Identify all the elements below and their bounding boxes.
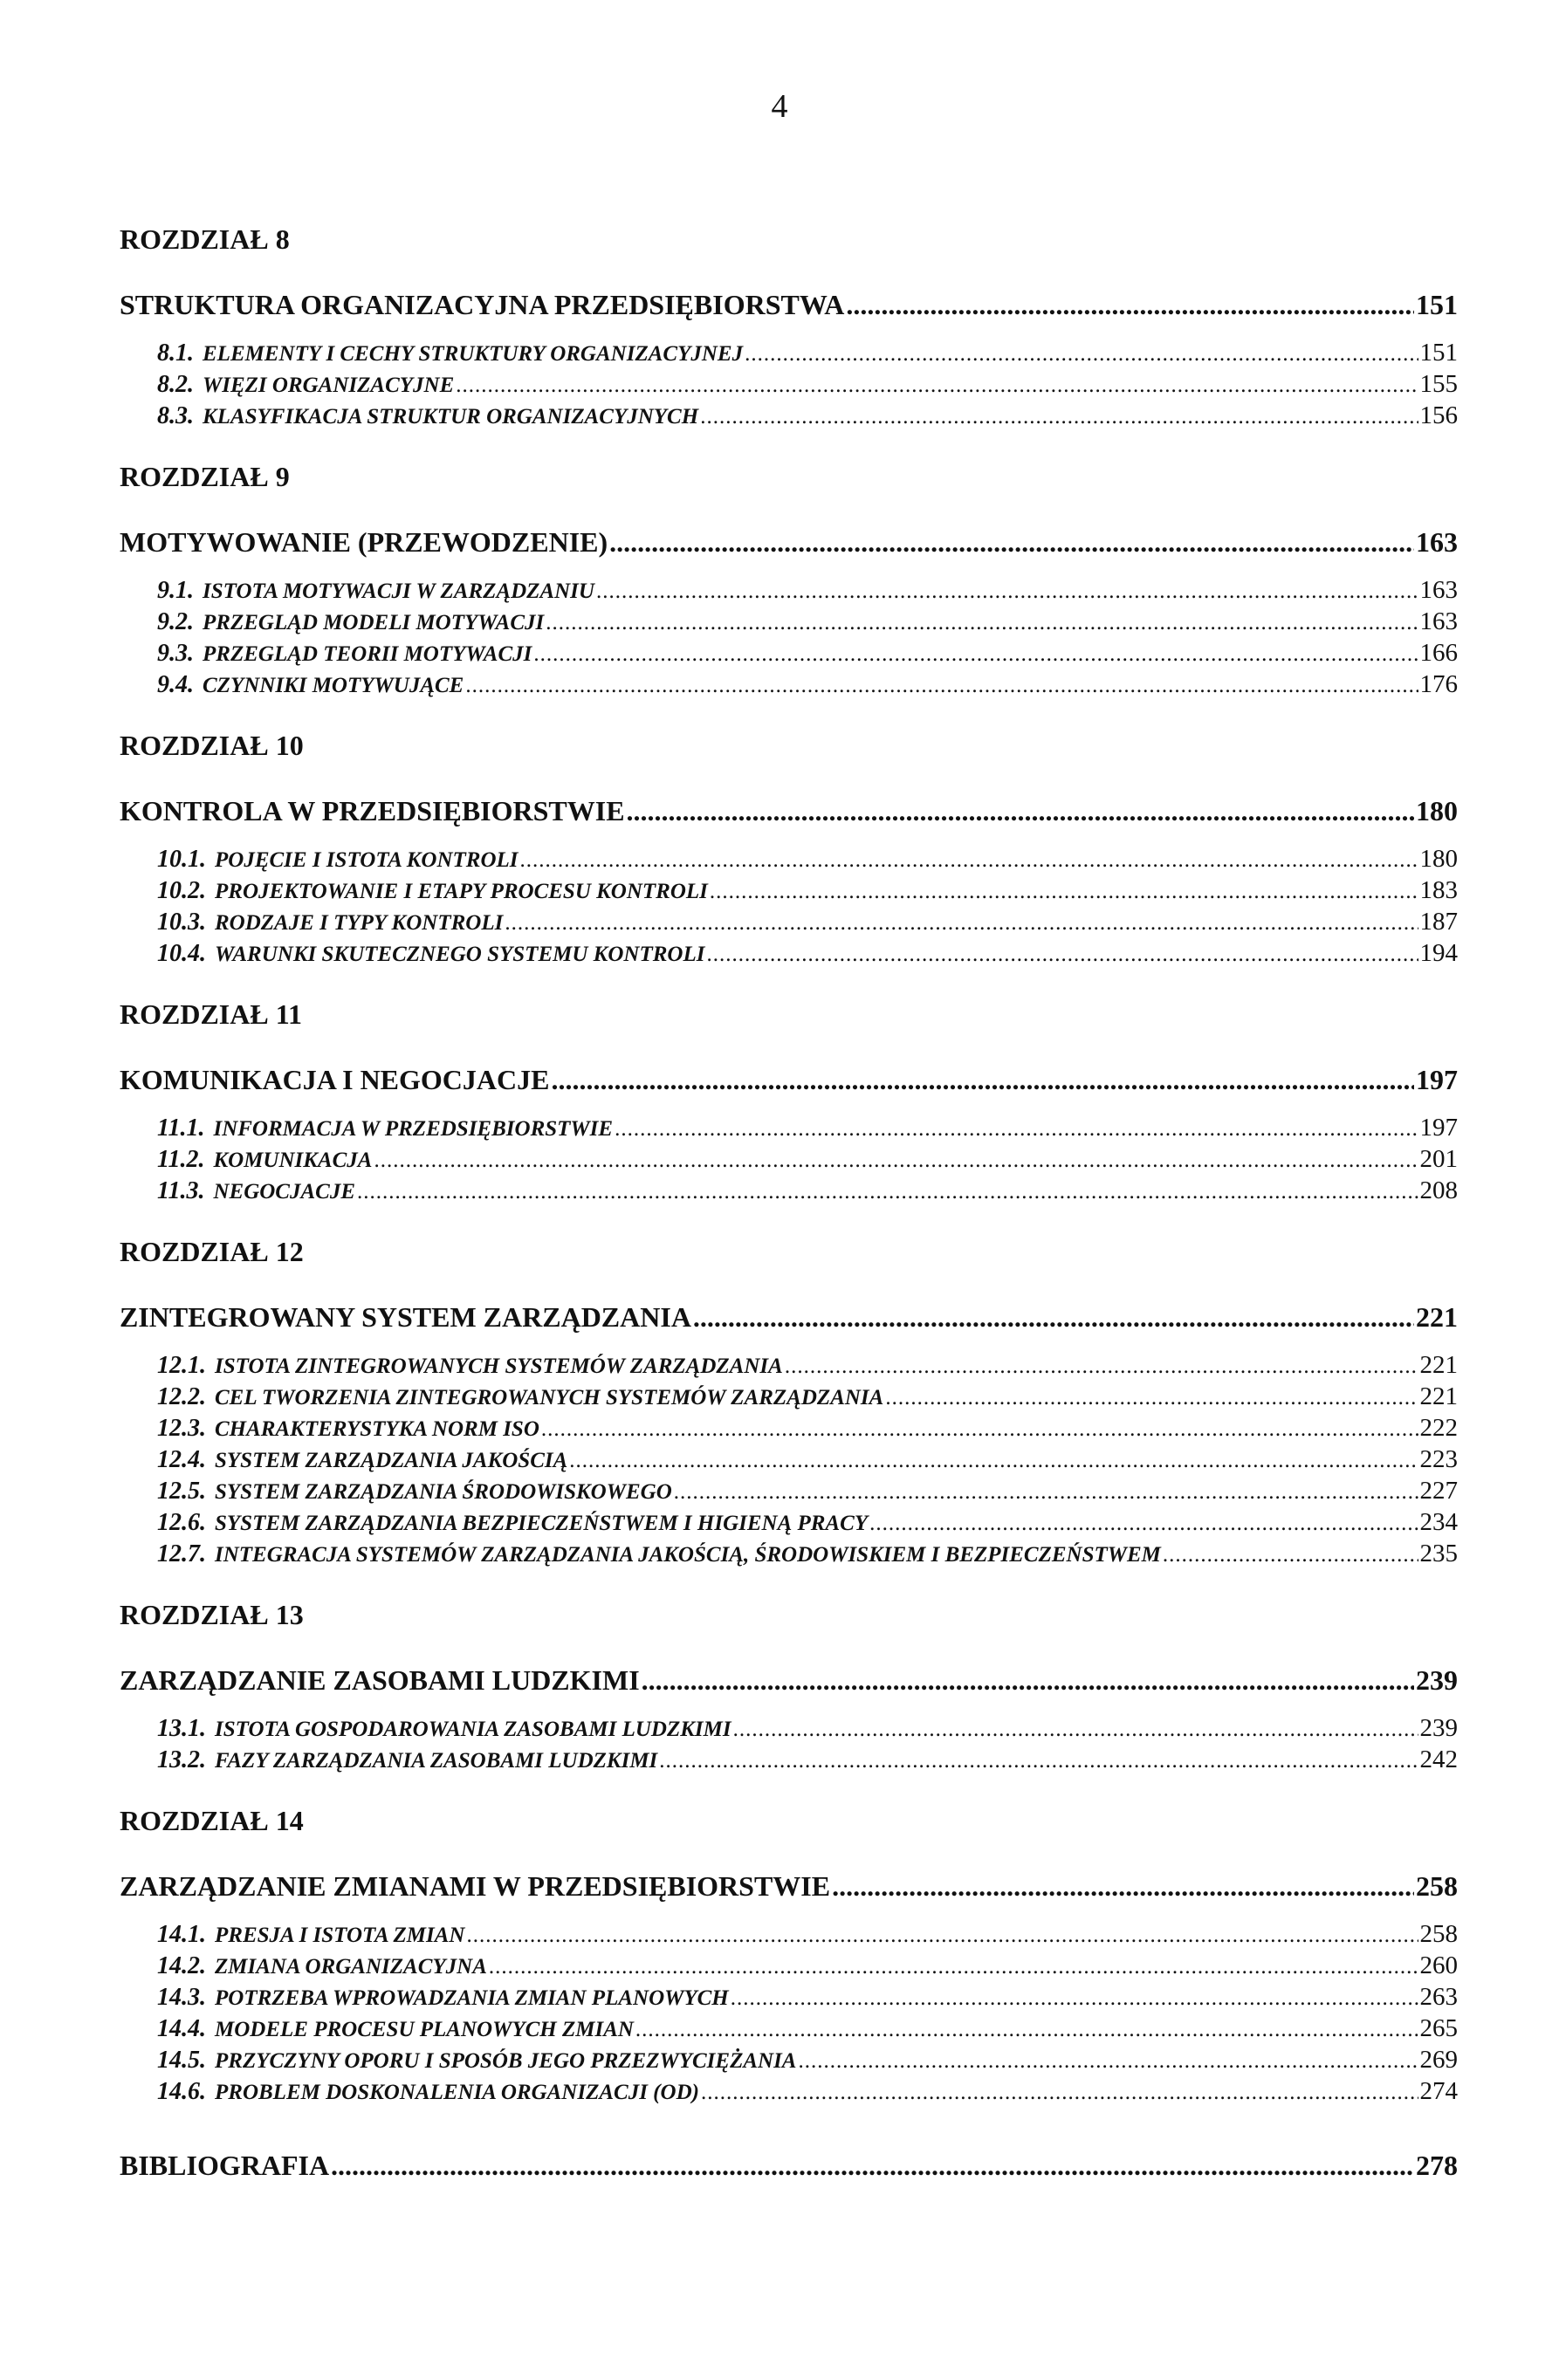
section-page: 221 xyxy=(1419,1382,1458,1410)
section-title: INFORMACJA W PRZEDSIĘBIORSTWIE xyxy=(213,1117,614,1141)
section-page: 274 xyxy=(1419,2077,1458,2105)
chapter-block xyxy=(120,456,1458,700)
dot-leader xyxy=(546,607,1418,639)
dot-leader xyxy=(541,1414,1418,1445)
section-number: 14.2. xyxy=(157,1952,206,1979)
dot-leader xyxy=(533,639,1418,670)
section-number: 12.4. xyxy=(157,1446,206,1473)
section-number: 14.3. xyxy=(157,1984,206,2011)
section-page: 201 xyxy=(1419,1145,1458,1173)
section-title: RODZAJE I TYPY KONTROLI xyxy=(215,911,504,935)
section-page: 187 xyxy=(1419,908,1458,936)
dot-leader xyxy=(659,1746,1418,1777)
dot-leader xyxy=(674,1477,1418,1508)
section-entry xyxy=(120,1538,1458,1569)
section-entry xyxy=(120,1712,1458,1744)
section-page: 151 xyxy=(1419,339,1458,367)
section-number: 8.1. xyxy=(157,340,194,367)
chapter-title: KOMUNIKACJA I NEGOCJACJE xyxy=(120,1064,550,1095)
section-title: NEGOCJACJE xyxy=(213,1180,356,1204)
dot-leader xyxy=(505,908,1418,939)
section-title: PRESJA I ISTOTA ZMIAN xyxy=(215,1924,465,1947)
page-number: 4 xyxy=(771,88,788,125)
dot-leader xyxy=(832,1864,1414,1908)
section-entry xyxy=(120,1412,1458,1444)
dot-leader xyxy=(1163,1540,1418,1571)
section-entry xyxy=(120,843,1458,874)
section-title: SYSTEM ZARZĄDZANIA JAKOŚCIĄ xyxy=(215,1449,568,1472)
section-number: 9.4. xyxy=(157,671,194,698)
dot-leader xyxy=(357,1176,1418,1208)
section-title: SYSTEM ZARZĄDZANIA ŚRODOWISKOWEGO xyxy=(215,1480,672,1504)
dot-leader xyxy=(798,2046,1418,2077)
chapter-label: ROZDZIAŁ 9 xyxy=(120,461,290,492)
section-number: 10.2. xyxy=(157,877,206,904)
section-number: 12.2. xyxy=(157,1383,206,1410)
section-entry xyxy=(120,1506,1458,1538)
dot-leader xyxy=(374,1145,1418,1176)
section-number: 14.4. xyxy=(157,2015,206,2042)
table-of-contents xyxy=(120,218,1458,2107)
section-number: 10.3. xyxy=(157,909,206,936)
dot-leader xyxy=(456,370,1418,401)
section-number: 11.3. xyxy=(157,1177,205,1204)
dot-leader xyxy=(693,1295,1414,1339)
dot-leader xyxy=(745,339,1418,370)
section-title: PRZEGLĄD MODELI MOTYWACJI xyxy=(203,611,545,634)
dot-leader xyxy=(596,576,1418,607)
dot-leader xyxy=(635,2014,1418,2046)
section-entry xyxy=(120,906,1458,937)
section-title: MODELE PROCESU PLANOWYCH ZMIAN xyxy=(215,2018,634,2041)
section-title: CZYNNIKI MOTYWUJĄCE xyxy=(203,674,464,697)
section-entry xyxy=(120,1349,1458,1381)
section-number: 14.1. xyxy=(157,1921,206,1948)
bibliography-title: BIBLIOGRAFIA xyxy=(120,2150,330,2181)
section-number: 10.1. xyxy=(157,846,206,873)
chapter-label: ROZDZIAŁ 10 xyxy=(120,730,304,761)
chapter-entry xyxy=(120,1295,1458,1339)
section-page: 183 xyxy=(1419,876,1458,904)
section-number: 9.3. xyxy=(157,640,194,667)
section-page: 260 xyxy=(1419,1951,1458,1979)
section-page: 269 xyxy=(1419,2046,1458,2074)
section-entry xyxy=(120,1175,1458,1206)
bibliography-entry xyxy=(120,2143,1458,2187)
section-page: 155 xyxy=(1419,370,1458,398)
chapter-page: 180 xyxy=(1416,795,1458,826)
section-page: 194 xyxy=(1419,939,1458,967)
section-entry xyxy=(120,2013,1458,2044)
dot-leader xyxy=(489,1951,1418,1983)
chapter-title: ZARZĄDZANIE ZMIANAMI W PRZEDSIĘBIORSTWIE xyxy=(120,1870,831,1902)
section-entry xyxy=(120,1381,1458,1412)
chapter-title: KONTROLA W PRZEDSIĘBIORSTWIE xyxy=(120,795,625,826)
section-page: 163 xyxy=(1419,607,1458,635)
section-title: ZMIANA ORGANIZACYJNA xyxy=(215,1955,487,1979)
section-entry xyxy=(120,937,1458,969)
section-entry xyxy=(120,874,1458,906)
dot-leader xyxy=(609,520,1414,564)
chapter-entry xyxy=(120,789,1458,833)
section-entry xyxy=(120,669,1458,700)
chapter-title: ZINTEGROWANY SYSTEM ZARZĄDZANIA xyxy=(120,1301,691,1333)
section-page: 242 xyxy=(1419,1746,1458,1773)
section-page: 221 xyxy=(1419,1351,1458,1379)
section-entry xyxy=(120,1112,1458,1143)
section-page: 258 xyxy=(1419,1920,1458,1948)
section-page: 265 xyxy=(1419,2014,1458,2042)
section-title: PROJEKTOWANIE I ETAPY PROCESU KONTROLI xyxy=(215,880,708,903)
chapter-page: 221 xyxy=(1416,1301,1458,1333)
section-number: 12.7. xyxy=(157,1540,206,1567)
section-entry xyxy=(120,1981,1458,2013)
section-number: 14.6. xyxy=(157,2078,206,2105)
section-number: 12.1. xyxy=(157,1352,206,1379)
section-title: ISTOTA MOTYWACJI W ZARZĄDZANIU xyxy=(203,580,594,603)
section-number: 8.3. xyxy=(157,402,194,429)
section-number: 11.1. xyxy=(157,1115,205,1142)
section-number: 13.2. xyxy=(157,1746,206,1773)
section-title: ISTOTA ZINTEGROWANYCH SYSTEMÓW ZARZĄDZANIA xyxy=(215,1355,783,1378)
section-title: SYSTEM ZARZĄDZANIA BEZPIECZEŃSTWEM I HIGIENĄ PRACY xyxy=(215,1512,869,1535)
dot-leader xyxy=(701,2077,1418,2109)
chapter-entry xyxy=(120,283,1458,326)
section-number: 8.2. xyxy=(157,371,194,398)
dot-leader xyxy=(700,401,1418,433)
bibliography-page: 278 xyxy=(1416,2150,1458,2181)
chapter-entry xyxy=(120,1058,1458,1101)
section-page: 163 xyxy=(1419,576,1458,604)
section-page: 156 xyxy=(1419,401,1458,429)
dot-leader xyxy=(642,1658,1414,1702)
chapter-entry xyxy=(120,1658,1458,1702)
section-number: 9.2. xyxy=(157,608,194,635)
section-entry xyxy=(120,2075,1458,2107)
chapter-block xyxy=(120,218,1458,431)
section-entry xyxy=(120,368,1458,400)
chapter-page: 151 xyxy=(1416,289,1458,320)
section-title: INTEGRACJA SYSTEMÓW ZARZĄDZANIA JAKOŚCIĄ, ŚRODOWISKIEM I BEZPIECZEŃSTWEM xyxy=(215,1543,1161,1567)
section-page: 234 xyxy=(1419,1508,1458,1536)
chapter-entry xyxy=(120,520,1458,564)
dot-leader xyxy=(551,1058,1414,1101)
chapter-label: ROZDZIAŁ 12 xyxy=(120,1236,304,1267)
dot-leader xyxy=(615,1114,1418,1145)
section-title: PRZEGLĄD TEORII MOTYWACJI xyxy=(203,642,532,666)
chapter-title: STRUKTURA ORGANIZACYJNA PRZEDSIĘBIORSTWA xyxy=(120,289,845,320)
dot-leader xyxy=(569,1445,1418,1477)
dot-leader xyxy=(885,1382,1418,1414)
section-number: 14.5. xyxy=(157,2047,206,2074)
section-title: KLASYFIKACJA STRUKTUR ORGANIZACYJNYCH xyxy=(203,405,699,429)
section-page: 235 xyxy=(1419,1540,1458,1567)
section-page: 263 xyxy=(1419,1983,1458,2011)
dot-leader xyxy=(520,845,1418,876)
section-page: 197 xyxy=(1419,1114,1458,1142)
dot-leader xyxy=(846,283,1414,326)
chapter-page: 163 xyxy=(1416,526,1458,558)
section-entry xyxy=(120,1744,1458,1775)
dot-leader xyxy=(627,789,1414,833)
chapter-block xyxy=(120,1800,1458,2107)
section-page: 227 xyxy=(1419,1477,1458,1505)
chapter-label: ROZDZIAŁ 14 xyxy=(120,1805,304,1836)
chapter-label: ROZDZIAŁ 8 xyxy=(120,223,290,255)
section-number: 12.6. xyxy=(157,1509,206,1536)
section-entry xyxy=(120,606,1458,637)
chapter-label: ROZDZIAŁ 11 xyxy=(120,998,302,1030)
dot-leader xyxy=(466,1920,1418,1951)
section-number: 13.1. xyxy=(157,1715,206,1742)
section-number: 12.5. xyxy=(157,1478,206,1505)
section-title: PROBLEM DOSKONALENIA ORGANIZACJI (OD) xyxy=(215,2081,699,2104)
chapter-block xyxy=(120,1594,1458,1775)
chapter-page: 239 xyxy=(1416,1664,1458,1696)
dot-leader xyxy=(331,2143,1414,2187)
section-title: POJĘCIE I ISTOTA KONTROLI xyxy=(215,848,519,872)
section-entry xyxy=(120,574,1458,606)
section-page: 223 xyxy=(1419,1445,1458,1473)
section-page: 239 xyxy=(1419,1714,1458,1742)
section-title: WARUNKI SKUTECZNEGO SYSTEMU KONTROLI xyxy=(215,943,705,966)
section-title: CEL TWORZENIA ZINTEGROWANYCH SYSTEMÓW ZARZĄDZANIA xyxy=(215,1386,884,1409)
chapter-title: ZARZĄDZANIE ZASOBAMI LUDZKIMI xyxy=(120,1664,640,1696)
section-number: 10.4. xyxy=(157,940,206,967)
section-entry xyxy=(120,1918,1458,1950)
section-number: 11.2. xyxy=(157,1146,205,1173)
chapter-block xyxy=(120,1231,1458,1569)
section-title: ELEMENTY I CECHY STRUKTURY ORGANIZACYJNEJ xyxy=(203,342,744,366)
dot-leader xyxy=(731,1983,1418,2014)
section-page: 180 xyxy=(1419,845,1458,873)
section-title: PRZYCZYNY OPORU I SPOSÓB JEGO PRZEZWYCIĘŻANIA xyxy=(215,2049,797,2073)
section-title: ISTOTA GOSPODAROWANIA ZASOBAMI LUDZKIMI xyxy=(215,1718,731,1741)
dot-leader xyxy=(785,1351,1418,1382)
chapter-block xyxy=(120,724,1458,969)
section-number: 12.3. xyxy=(157,1415,206,1442)
dot-leader xyxy=(733,1714,1418,1746)
section-number: 9.1. xyxy=(157,577,194,604)
section-page: 222 xyxy=(1419,1414,1458,1442)
dot-leader xyxy=(869,1508,1418,1540)
section-title: WIĘZI ORGANIZACYJNE xyxy=(203,374,455,397)
section-page: 166 xyxy=(1419,639,1458,667)
chapter-title: MOTYWOWANIE (PRZEWODZENIE) xyxy=(120,526,608,558)
chapter-block xyxy=(120,993,1458,1206)
section-entry xyxy=(120,1444,1458,1475)
chapter-label: ROZDZIAŁ 13 xyxy=(120,1599,304,1630)
section-title: CHARAKTERYSTYKA NORM ISO xyxy=(215,1417,539,1441)
section-entry xyxy=(120,1143,1458,1175)
chapter-entry xyxy=(120,1864,1458,1908)
dot-leader xyxy=(465,670,1418,702)
section-title: POTRZEBA WPROWADZANIA ZMIAN PLANOWYCH xyxy=(215,1986,729,2010)
section-title: KOMUNIKACJA xyxy=(213,1149,373,1172)
chapter-page: 197 xyxy=(1416,1064,1458,1095)
section-entry xyxy=(120,1950,1458,1981)
section-page: 208 xyxy=(1419,1176,1458,1204)
dot-leader xyxy=(706,939,1418,971)
section-entry xyxy=(120,1475,1458,1506)
chapter-page: 258 xyxy=(1416,1870,1458,1902)
section-entry xyxy=(120,2044,1458,2075)
dot-leader xyxy=(710,876,1418,908)
section-title: FAZY ZARZĄDZANIA ZASOBAMI LUDZKIMI xyxy=(215,1749,658,1773)
section-entry xyxy=(120,637,1458,669)
section-page: 176 xyxy=(1419,670,1458,698)
section-entry xyxy=(120,337,1458,368)
section-entry xyxy=(120,400,1458,431)
